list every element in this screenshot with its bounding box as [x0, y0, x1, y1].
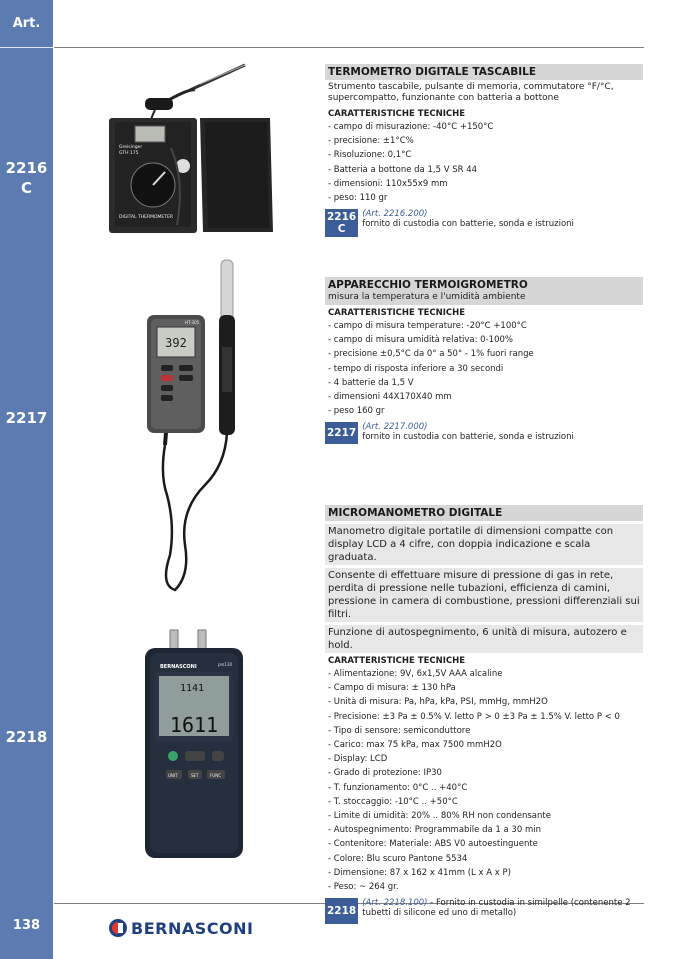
hygro-model-label: HT-305 — [185, 320, 200, 325]
spec-item: - Tipo di sensore: semiconduttore — [328, 725, 471, 736]
spec-item: - campo di misura umidità relativa: 0-100% — [328, 335, 513, 346]
product-paragraph: Consente di effettuare misure di pressione di gas in rete, perdita di pressione nelle tubazioni, efficienza di camini, pressione in camera di combustione, pressioni differenziali sui filtri. — [325, 568, 643, 622]
specs-header: CARATTERISTICHE TECNICHE — [328, 308, 466, 318]
product-description: Strumento tascabile, pulsante di memoria, commutatore °F/°C, supercompatto, funzionante con batteria a bottone — [328, 82, 614, 103]
brand-mark-icon — [108, 918, 128, 938]
side-code-2217: 2217 — [5, 409, 48, 427]
product-paragraph: Funzione di autospegnimento, 6 unità di misura, autozero e hold. — [325, 625, 643, 653]
spec-item: - Limite di umidità: 20% .. 80% RH non condensante — [328, 811, 551, 822]
order-desc: fornito di custodia con batterie, sonda e istruzioni — [362, 219, 574, 230]
mano-display-main: 1611 — [169, 713, 219, 737]
spec-item: - Alimentazione: 9V, 6x1,5V AAA alcaline — [328, 669, 503, 679]
order-ref: (Art. 2218.100) — [362, 898, 428, 909]
spec-item: - Contenitore: Materiale: ABS V0 autoestinguente — [328, 839, 538, 850]
spec-item: - Batteria a bottone da 1,5 V SR 44 — [328, 164, 478, 175]
spec-item: - Grado di protezione: IP30 — [328, 768, 442, 779]
spec-item: - Dimensione: 87 x 162 x 41mm (L x A x P) — [328, 867, 511, 878]
order-badge: 2218 — [325, 898, 358, 924]
spec-item: - dimensioni: 110x55x9 mm — [328, 178, 448, 189]
spec-item: - T. funzionamento: 0°C .. +40°C — [328, 782, 468, 793]
specs-list — [325, 120, 643, 205]
order-text — [362, 209, 574, 229]
side-code-2218: 2218 — [5, 728, 48, 746]
order-ref: (Art. 2217.000) — [362, 422, 428, 433]
order-desc: - Fornito in custodia in similpelle (contenente 2 tubetti di silicone ed uno di metallo) — [362, 898, 631, 919]
spec-item: - Campo di misura: ± 130 hPa — [328, 683, 456, 694]
spec-item: - Precisione: ±3 Pa ± 0.5% V. letto P > 0 ±3 Pa ± 1.5% V. letto P < 0 — [328, 711, 620, 722]
mano-btn-unit: UNIT — [168, 773, 178, 778]
spec-item: - Autospegnimento: Programmabile da 1 a 30 min — [328, 825, 541, 836]
spec-item: - Display: LCD — [328, 754, 388, 765]
spec-item: - 4 batterie da 1,5 V — [328, 377, 414, 388]
specs-list — [325, 319, 643, 418]
spec-item: - Peso: ~ 264 gr. — [328, 882, 399, 893]
art-column-header: Art. — [12, 16, 41, 31]
spec-item: - campo di misura temperature: -20°C +100°C — [328, 321, 527, 331]
specs-list — [325, 667, 643, 894]
product-2217 — [325, 277, 643, 444]
spec-item: - Carico: max 75 kPa, max 7500 mmH2O — [328, 740, 502, 751]
thermo-model-label: GTH 175 — [119, 151, 139, 156]
product-title: TERMOMETRO DIGITALE TASCABILE — [325, 64, 643, 80]
mano-btn-set: SET — [191, 773, 199, 778]
hygro-display-reading: 392 — [165, 336, 187, 350]
spec-item: - Unità di misura: Pa, hPa, kPa, PSI, mmHg, mmH2O — [328, 697, 548, 708]
mano-btn-func: FUNC — [210, 773, 222, 778]
order-row — [325, 209, 643, 237]
side-code-2216c: 2216 C — [5, 159, 48, 197]
order-badge: 2216 C — [327, 211, 357, 236]
sidebar-divider — [0, 47, 53, 48]
specs-header: CARATTERISTICHE TECNICHE — [328, 109, 466, 119]
sidebar — [0, 0, 53, 959]
top-rule — [54, 47, 644, 48]
spec-item: - T. stoccaggio: -10°C .. +50°C — [328, 796, 458, 807]
mano-brand-label: BERNASCONI — [160, 664, 197, 670]
order-text — [362, 898, 642, 918]
order-badge: 2217 — [325, 422, 358, 444]
pocket-thermometer-photo — [105, 60, 275, 235]
order-desc: fornito in custodia con batterie, sonda e istruzioni — [362, 432, 574, 443]
order-ref: (Art. 2216.200) — [362, 209, 428, 220]
brand-name: BERNASCONI — [131, 918, 254, 938]
spec-item: - Risoluzione: 0,1°C — [328, 150, 412, 161]
specs-header: CARATTERISTICHE TECNICHE — [328, 656, 466, 666]
order-row — [325, 898, 643, 924]
spec-item: - precisione ±0,5°C da 0° a 50° - 1% fuori range — [328, 349, 534, 360]
spec-item: - peso 160 gr — [328, 406, 385, 417]
spec-item: - dimensioni 44X170X40 mm — [328, 392, 452, 403]
order-text — [362, 422, 574, 442]
spec-item: - Colore: Blu scuro Pantone 5534 — [328, 853, 468, 864]
page-number: 138 — [12, 918, 41, 933]
order-row — [325, 422, 643, 444]
spec-item: - tempo di risposta inferiore a 30 secondi — [328, 363, 504, 374]
mano-model-label: pm130 — [218, 662, 233, 667]
thermo-caption: DIGITAL THERMOMETER — [119, 215, 173, 220]
product-2216c — [325, 64, 643, 237]
product-subtitle: misura la temperatura e l'umidità ambiente — [325, 291, 643, 305]
product-title: MICROMANOMETRO DIGITALE — [325, 505, 643, 521]
spec-item: - precisione: ±1°C% — [328, 136, 414, 147]
thermo-brand-label: Greisinger — [119, 145, 143, 150]
spec-item: - campo di misurazione: -40°C +150°C — [328, 122, 494, 132]
micromanometer-photo — [140, 628, 250, 860]
mano-display-top: 1141 — [180, 683, 205, 694]
spec-item: - peso: 110 gr — [328, 193, 388, 204]
brand-logo — [108, 918, 253, 938]
thermohygrometer-photo — [145, 255, 245, 600]
product-2218 — [325, 505, 643, 924]
product-paragraph: Manometro digitale portatile di dimensioni compatte con display LCD a 4 cifre, con doppia indicazione e scala graduata. — [325, 524, 643, 565]
product-title: APPARECCHIO TERMOIGROMETRO — [325, 277, 643, 291]
